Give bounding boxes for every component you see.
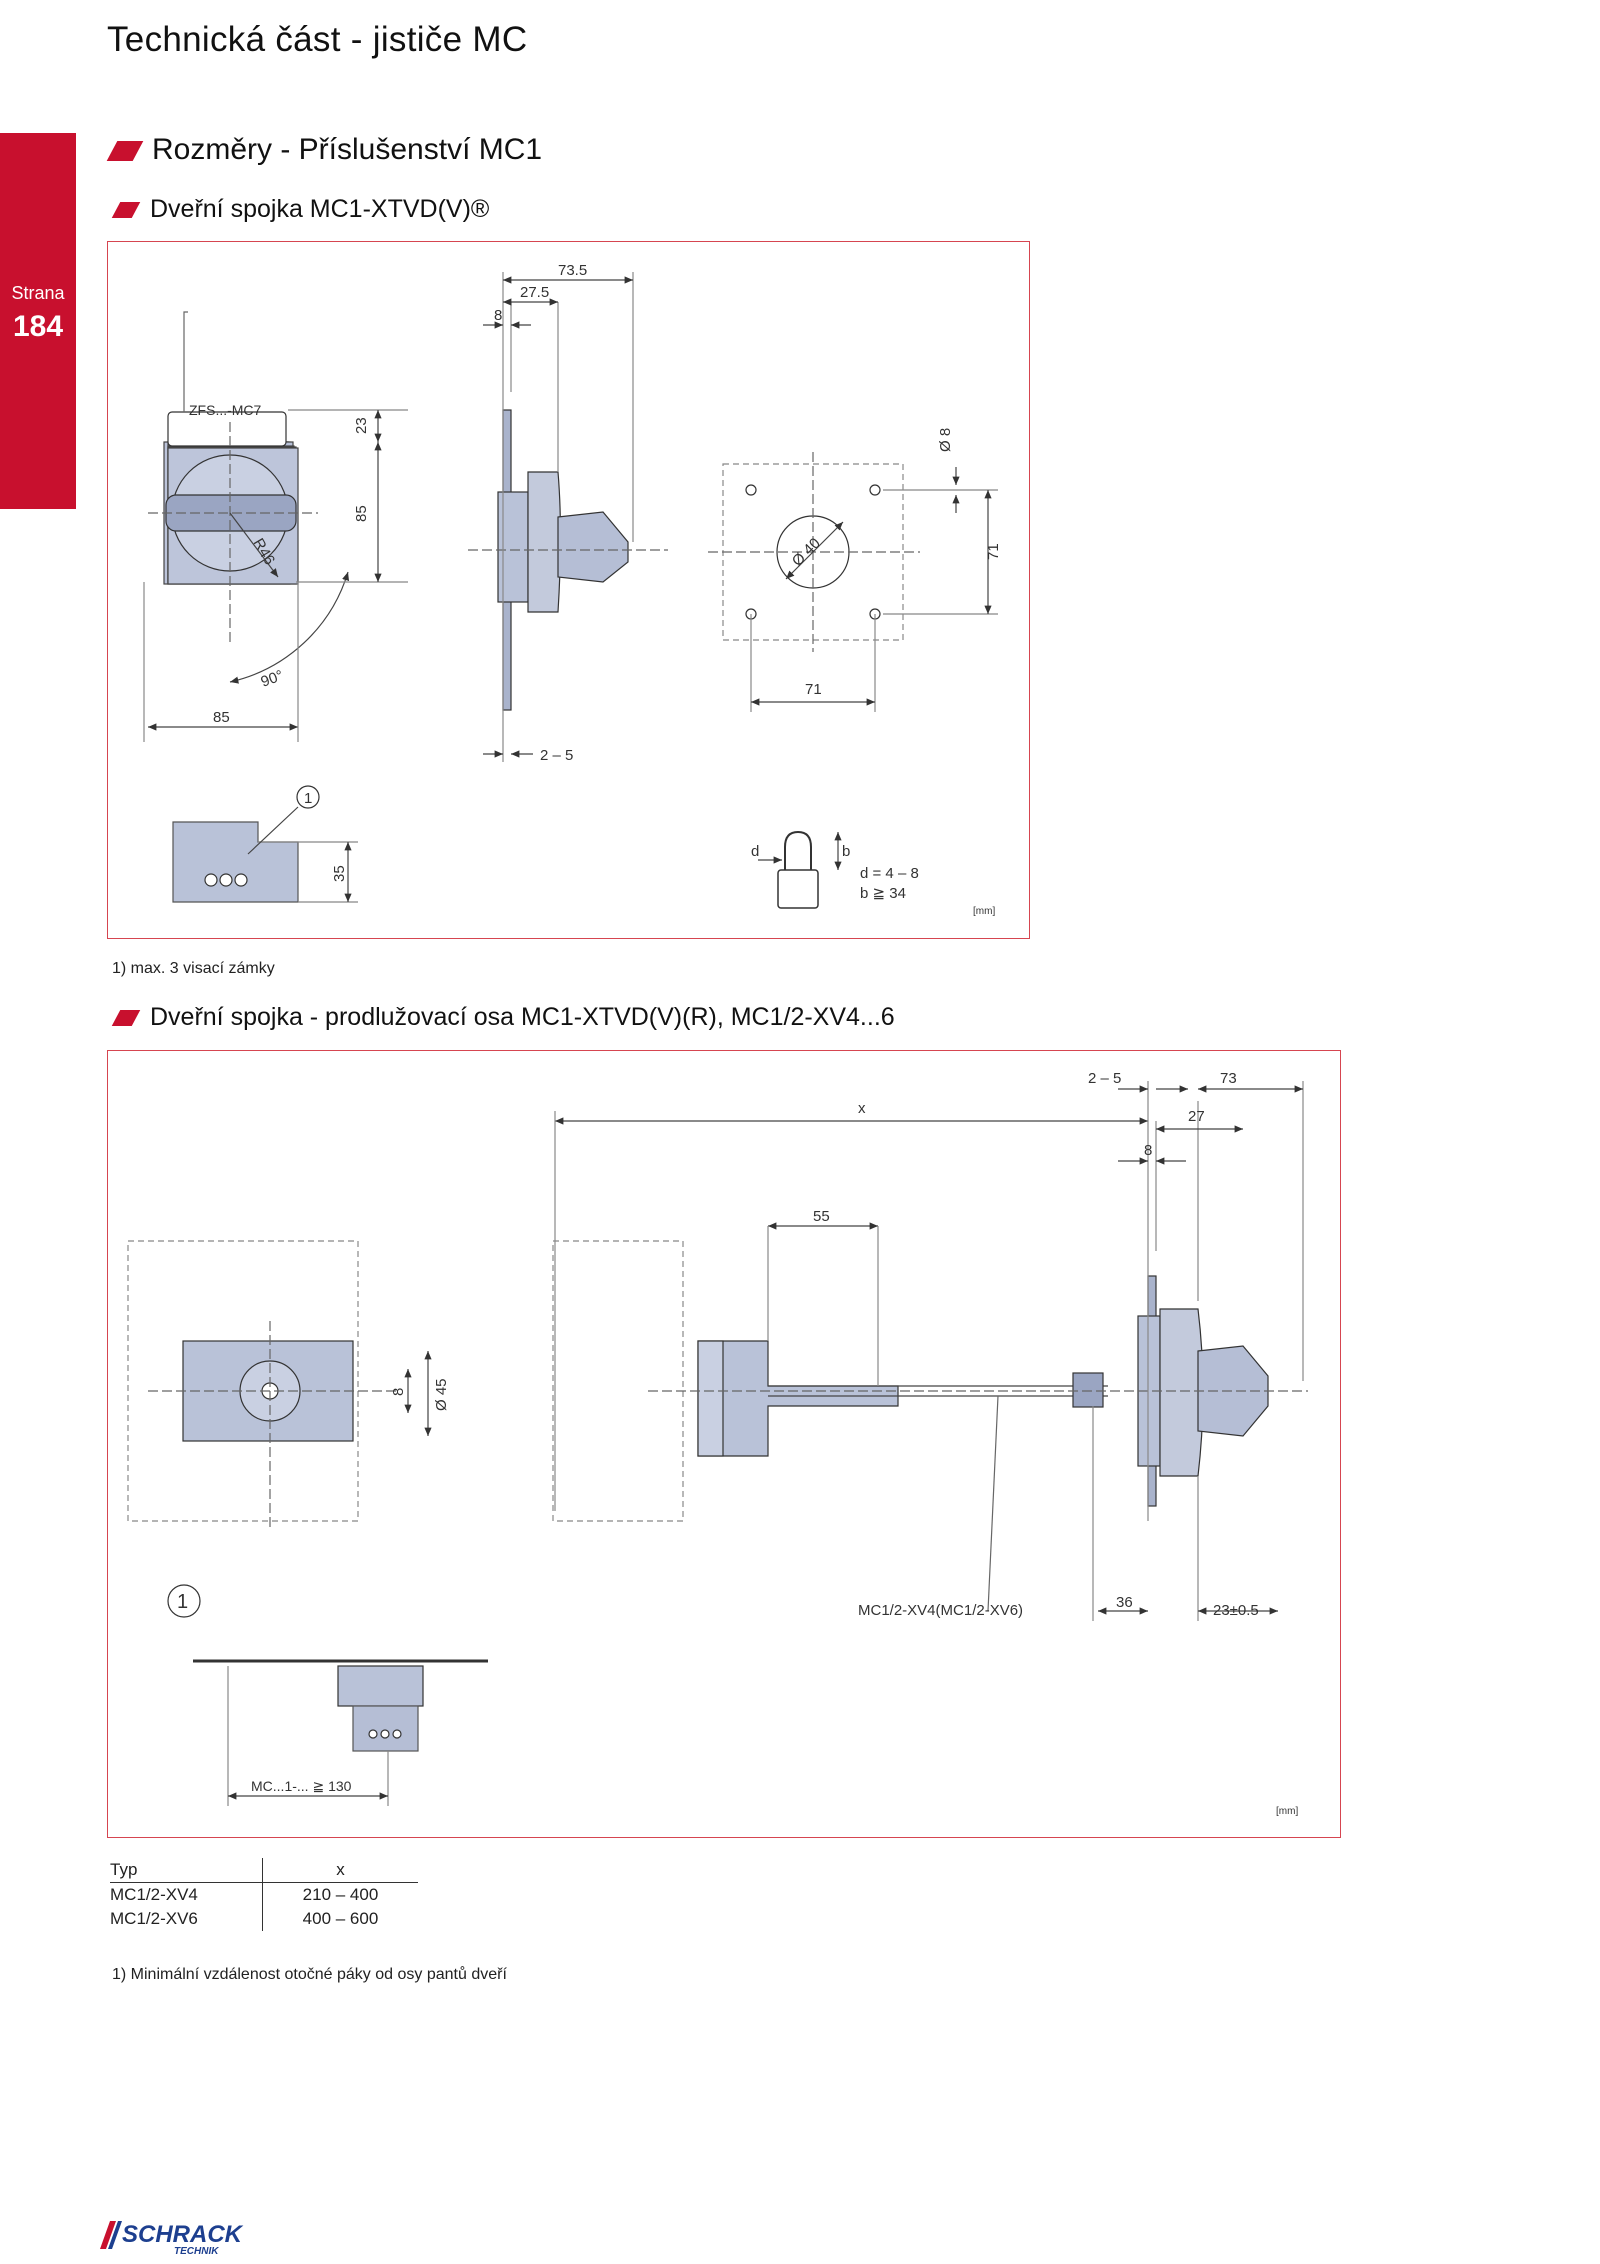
dim-r46: R46 xyxy=(249,535,279,568)
dim-73: 73 xyxy=(1220,1070,1237,1087)
dim-35: 35 xyxy=(331,865,348,882)
fig1-footnote: 1) max. 3 visací zámky xyxy=(112,960,275,977)
dim-mc-130: MC...1-... ≧ 130 xyxy=(251,1778,352,1794)
fig1-heading xyxy=(116,195,489,224)
dim-27: 27 xyxy=(1188,1108,1205,1125)
section-heading xyxy=(112,133,542,167)
dim-2-5: 2 – 5 xyxy=(1088,1070,1122,1087)
page-tab xyxy=(0,133,76,509)
fig1-drawing xyxy=(108,242,1029,938)
padlock-b: b xyxy=(842,843,851,860)
dim-27-5: 27.5 xyxy=(520,284,550,301)
dim-8-vertical: 8 xyxy=(390,1387,407,1396)
page-number: 184 xyxy=(12,310,64,343)
dim-71-vertical: 71 xyxy=(985,543,1002,560)
dim-2-5: 2 – 5 xyxy=(540,747,574,764)
cell-typ: MC1/2-XV6 xyxy=(110,1907,263,1931)
page-title: Technická část - jističe MC xyxy=(107,20,528,59)
label-zfs: ZFS...-MC7 xyxy=(189,402,262,418)
page-tab-label: Strana xyxy=(11,283,65,303)
dim-36: 36 xyxy=(1116,1594,1133,1611)
fig2-footnote: 1) Minimální vzdálenost otočné páky od osy pantů dveří xyxy=(112,1966,507,1983)
fig2-frame xyxy=(107,1050,1341,1838)
cell-x: 210 – 400 xyxy=(302,1885,379,1904)
unit-mm: [mm] xyxy=(1276,1806,1299,1817)
dim-71-horizontal: 71 xyxy=(805,681,822,698)
label-shaft: MC1/2-XV4(MC1/2-XV6) xyxy=(858,1602,1024,1619)
dim-85-horizontal: 85 xyxy=(213,709,230,726)
fig2-title: Dveřní spojka - prodlužovací osa MC1-XTVD(V)(R), MC1/2-XV4...6 xyxy=(150,1003,895,1031)
type-table-header xyxy=(110,1858,418,1883)
col-x: x xyxy=(263,1858,419,1883)
bullet-marker-icon xyxy=(112,202,141,218)
bullet-marker-icon xyxy=(107,141,144,161)
dim-23: 23 xyxy=(353,417,370,434)
schrack-logo xyxy=(96,2215,246,2264)
dim-diameter-40: Ø 40 xyxy=(788,534,824,570)
dim-8: 8 xyxy=(494,307,503,324)
padlock-b-range: b ≧ 34 xyxy=(860,885,906,902)
cell-typ: MC1/2-XV4 xyxy=(110,1883,263,1908)
unit-mm: [mm] xyxy=(973,906,996,917)
logo-main: SCHRACK xyxy=(122,2221,242,2248)
col-typ: Typ xyxy=(110,1858,263,1883)
logo-sub: TECHNIK xyxy=(174,2246,219,2257)
padlock-d-range: d = 4 – 8 xyxy=(860,865,919,882)
dim-23: 23±0.5 xyxy=(1213,1602,1259,1619)
table-row xyxy=(110,1907,418,1931)
dim-85-vertical: 85 xyxy=(353,505,370,522)
dim-diameter-8: Ø 8 xyxy=(937,427,954,452)
dim-diameter-45: Ø 45 xyxy=(433,1378,450,1411)
schrack-logo-icon xyxy=(96,2215,246,2259)
dim-8: 8 xyxy=(1144,1142,1153,1159)
section-title: Rozměry - Příslušenství MC1 xyxy=(152,133,543,166)
dim-x: x xyxy=(858,1100,866,1117)
table-row xyxy=(110,1883,418,1908)
bullet-marker-icon xyxy=(112,1010,141,1026)
callout-1: 1 xyxy=(177,1591,189,1613)
type-table xyxy=(110,1858,418,1931)
fig2-heading xyxy=(116,1003,895,1032)
fig1-title: Dveřní spojka MC1-XTVD(V)® xyxy=(150,195,490,223)
fig1-frame xyxy=(107,241,1030,939)
dim-90-degree: 90° xyxy=(258,667,286,691)
callout-1: 1 xyxy=(304,790,313,807)
dim-55: 55 xyxy=(813,1208,830,1225)
dim-73-5: 73.5 xyxy=(558,262,588,279)
padlock-d: d xyxy=(751,843,760,860)
fig2-drawing xyxy=(108,1051,1340,1837)
cell-x: 400 – 600 xyxy=(302,1909,379,1928)
